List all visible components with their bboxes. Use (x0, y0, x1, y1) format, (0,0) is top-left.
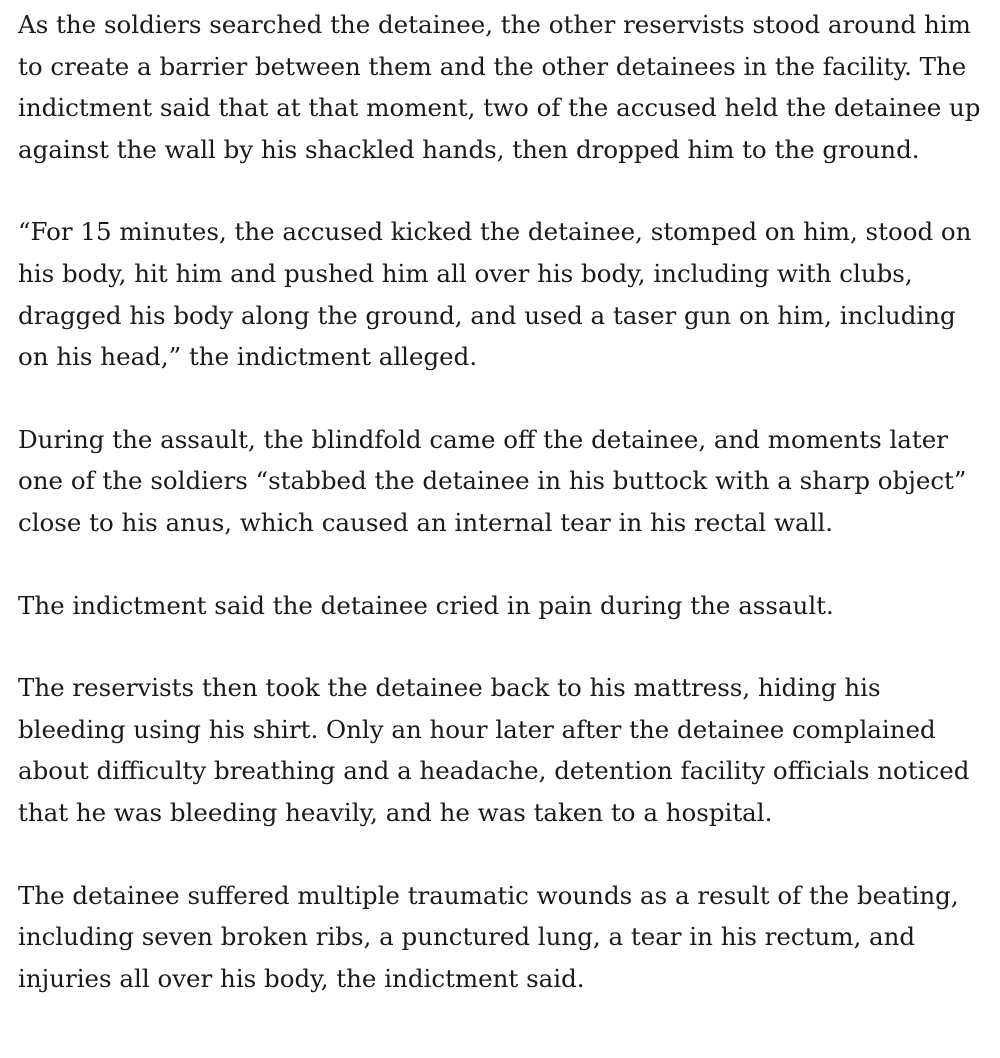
article-paragraph-4: The indictment said the detainee cried in pain during the assault. (18, 590, 834, 620)
article-paragraph-6: The detainee suffered multiple traumatic wounds as a result of the beating, including seven broken ribs, a punctured lung, a tear in his rectum, and injuries all over his body, the indictment said. (18, 880, 959, 993)
article-paragraph-3: During the assault, the blindfold came off the detainee, and moments later one of the soldiers “stabbed the detainee in his buttock with a sharp object” close to his anus, which caused an internal tear in his rectal wall. (18, 424, 967, 537)
article-paragraph-2: “For 15 minutes, the accused kicked the detainee, stomped on him, stood on his body, hit him and pushed him all over his body, including with clubs, dragged his body along the ground, and used a taser gun on him, including on his head,” the indictment alleged. (18, 217, 972, 372)
article-paragraph-5: The reservists then took the detainee back to his mattress, hiding his bleeding using his shirt. Only an hour later after the detainee complained about difficulty breathing and a headache, detention facility officials noticed that he was bleeding heavily, and he was taken to a hospital. (18, 673, 970, 827)
article-paragraph-1: As the soldiers searched the detainee, the other reservists stood around him to create a barrier between them and the other detainees in the facility. The indictment said that at that moment, two of the accused held the detainee up against the wall by his shackled hands, then dropped him to the ground. (18, 10, 981, 164)
